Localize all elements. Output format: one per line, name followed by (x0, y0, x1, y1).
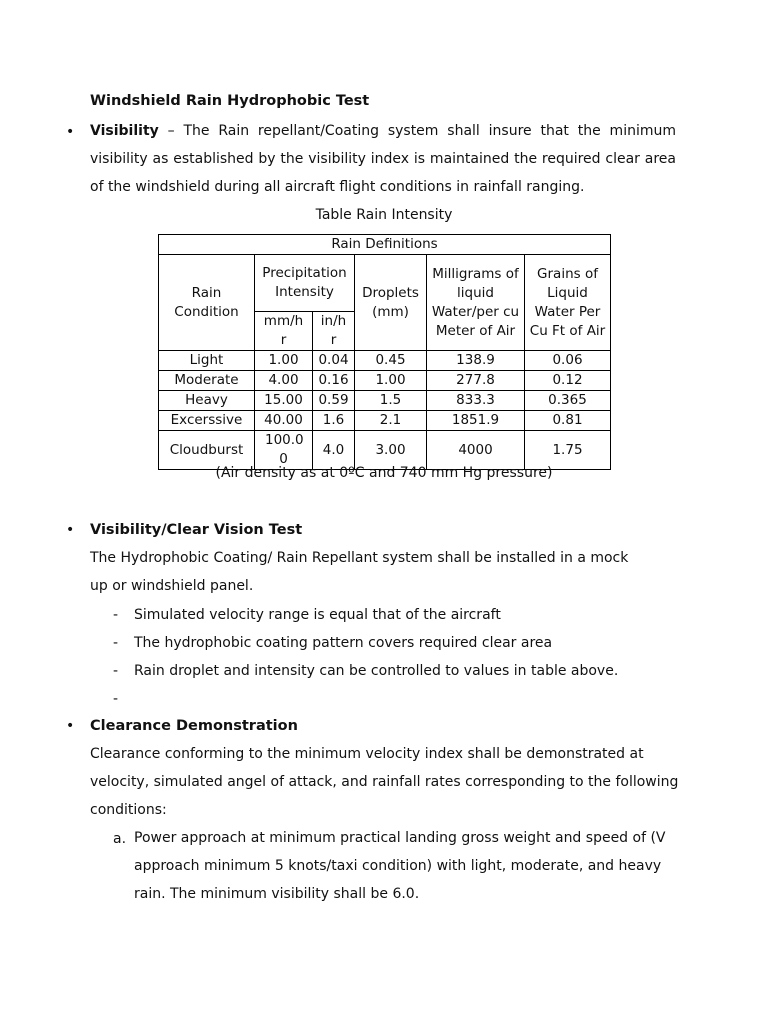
cell-grains: 0.81 (525, 411, 611, 431)
dash-marker: - (113, 663, 119, 679)
cell-in: 1.6 (313, 411, 355, 431)
bullet-icon: • (66, 522, 75, 538)
clear-vision-heading: Visibility/Clear Vision Test (90, 522, 303, 538)
bullet-icon: • (66, 718, 75, 734)
table-row (159, 391, 611, 411)
cell-in: 4.0 (313, 431, 355, 470)
cell-condition: Heavy (159, 391, 255, 411)
list-item: Simulated velocity range is equal that of the aircraft (134, 607, 501, 623)
header-rain-condition: Rain Condition (159, 255, 255, 351)
cell-grains: 0.06 (525, 351, 611, 371)
item-a-label: a. (113, 831, 127, 847)
visibility-text: – The Rain repellant/Coating system shall insure that the minimum visibility as established by the visibility index is maintained the required clear area of the windshield during all aircraft flight conditions in rainfall ranging. (90, 123, 676, 195)
cell-mg: 1851.9 (427, 411, 525, 431)
cell-condition: Moderate (159, 371, 255, 391)
table-row (159, 351, 611, 371)
cell-mg: 4000 (427, 431, 525, 470)
list-item: The hydrophobic coating pattern covers required clear area (134, 635, 553, 651)
cell-droplets: 2.1 (355, 411, 427, 431)
dash-marker: - (113, 635, 119, 651)
cell-condition: Excerssive (159, 411, 255, 431)
header-grains: Grains of Liquid Water Per Cu Ft of Air (525, 255, 611, 351)
table-note: (Air density as at 0ºC and 740 mm Hg pressure) (215, 465, 553, 481)
header-milligrams: Milligrams of liquid Water/per cu Meter of Air (427, 255, 525, 351)
cell-grains: 0.12 (525, 371, 611, 391)
document-title: Windshield Rain Hydrophobic Test (90, 93, 370, 109)
bullet-icon: • (66, 124, 75, 140)
list-item: Rain droplet and intensity can be controlled to values in table above. (134, 663, 619, 679)
cell-mg: 277.8 (427, 371, 525, 391)
table-row (159, 431, 611, 470)
cell-droplets: 3.00 (355, 431, 427, 470)
cell-mm: 40.00 (255, 411, 313, 431)
visibility-heading: Visibility (90, 123, 159, 139)
header-droplets: Droplets (mm) (355, 255, 427, 351)
cell-mm: 15.00 (255, 391, 313, 411)
table-group-header: Rain Definitions (159, 235, 611, 255)
table-row (159, 411, 611, 431)
rain-intensity-table (158, 234, 611, 470)
cell-mg: 833.3 (427, 391, 525, 411)
cell-in: 0.16 (313, 371, 355, 391)
clearance-heading: Clearance Demonstration (90, 718, 298, 734)
header-mm-per-hr: mm/h r (255, 312, 313, 351)
cell-mg: 138.9 (427, 351, 525, 371)
table-caption: Table Rain Intensity (315, 207, 453, 223)
cell-mm: 100.0 0 (255, 431, 313, 470)
header-in-per-hr: in/h r (313, 312, 355, 351)
dash-marker: - (113, 607, 119, 623)
cell-condition: Light (159, 351, 255, 371)
visibility-paragraph (90, 117, 676, 201)
cell-droplets: 1.5 (355, 391, 427, 411)
cell-in: 0.59 (313, 391, 355, 411)
clear-vision-text: The Hydrophobic Coating/ Rain Repellant system shall be installed in a mock up or windshield panel. (90, 550, 629, 594)
cell-grains: 1.75 (525, 431, 611, 470)
cell-droplets: 1.00 (355, 371, 427, 391)
cell-grains: 0.365 (525, 391, 611, 411)
cell-mm: 4.00 (255, 371, 313, 391)
dash-marker: - (113, 691, 119, 707)
cell-in: 0.04 (313, 351, 355, 371)
cell-condition: Cloudburst (159, 431, 255, 470)
table-row (159, 371, 611, 391)
header-precipitation: Precipitation Intensity (255, 255, 355, 312)
item-a-text: Power approach at minimum practical landing gross weight and speed of (V approach minimum 5 knots/taxi condition) with light, moderate, and heavy rain. The minimum visibility shall be 6.0. (134, 830, 666, 902)
cell-mm: 1.00 (255, 351, 313, 371)
cell-droplets: 0.45 (355, 351, 427, 371)
clearance-text: Clearance conforming to the minimum velocity index shall be demonstrated at velocity, simulated angel of attack, and rainfall rates corresponding to the following conditions: (90, 746, 679, 818)
